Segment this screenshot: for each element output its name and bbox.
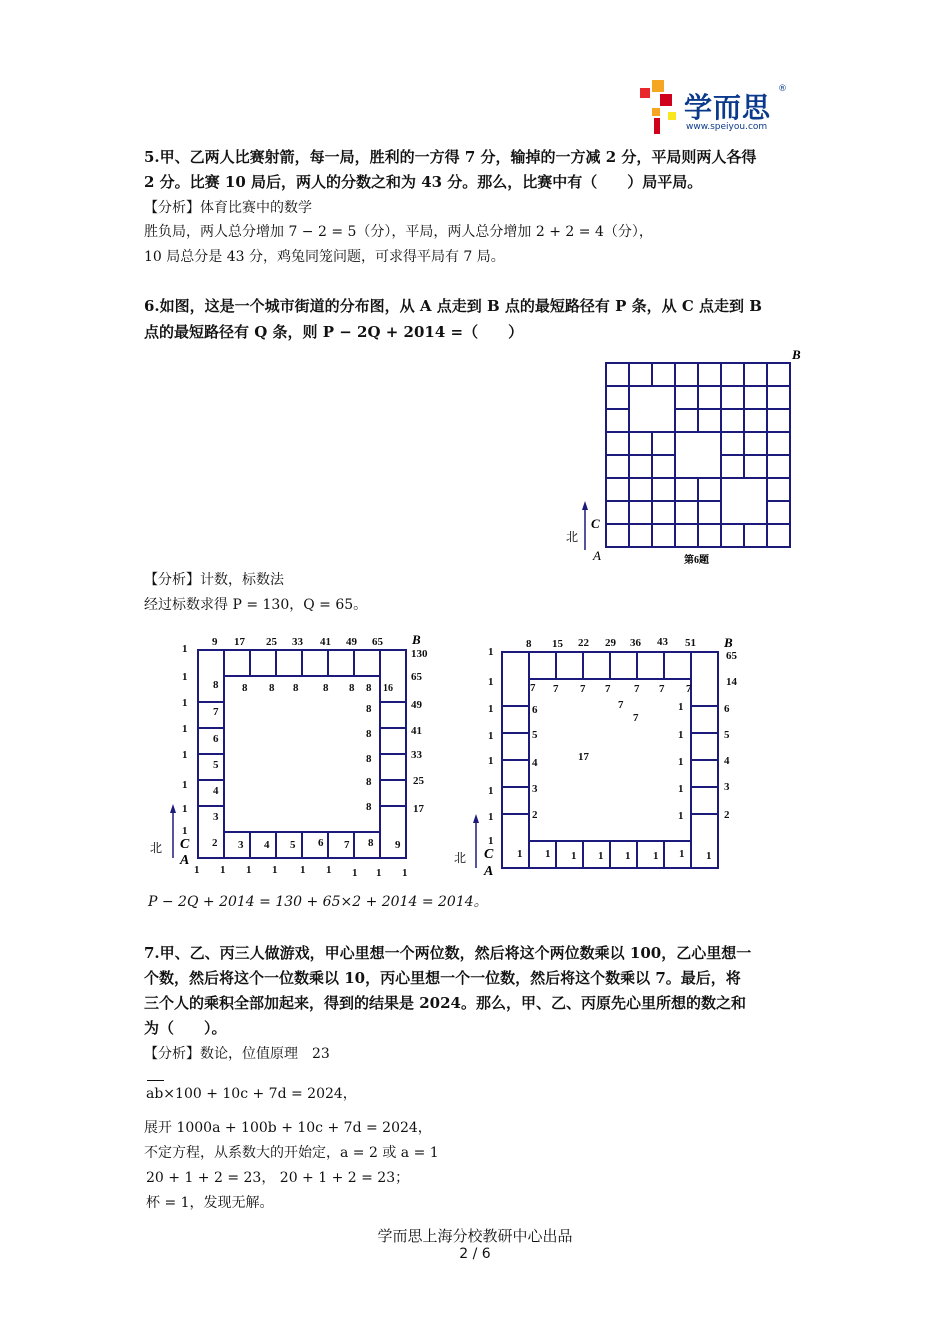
fig2-top-label: 51 [685, 637, 696, 649]
fig2-top-label: 8 [526, 638, 532, 650]
fig2-right-label: 2 [724, 809, 730, 821]
q6-analysis-line: 经过标数求得 P = 130，Q = 65。 [144, 597, 368, 613]
label-A: A [180, 853, 190, 868]
fig1-top-label: 33 [292, 636, 303, 648]
fig2-top-label: 22 [578, 637, 589, 649]
fig1-inner-left: 3 [213, 811, 219, 823]
fig1-bottom-label: 1 [376, 867, 382, 879]
label-A: A [593, 548, 601, 563]
label-C: C [591, 516, 600, 531]
fig1-top-label: 49 [346, 636, 357, 648]
fig1-left-label: 1 [182, 643, 188, 655]
fig1-inner-top: 8 [366, 682, 372, 694]
fig2-inner-bottom: 1 [517, 848, 523, 860]
fig2-left-label: 1 [488, 785, 494, 797]
fig1-inner-right: 8 [366, 728, 372, 740]
counting-figure-C [450, 630, 750, 885]
fig2-inner-bottom: 1 [679, 848, 685, 860]
fig2-left-label: 1 [488, 755, 494, 767]
fig1-right-label: 65 [411, 671, 422, 683]
q7-analysis-line3: 不定方程，从系数大的开始定，a = 2 或 a = 1 [144, 1145, 439, 1161]
registered-mark: ® [778, 84, 787, 94]
q7-text-line2: 个数，然后将这个一位数乘以 10，丙心里想一个一位数，然后将这个数乘以 7。最后，将 [144, 969, 741, 987]
fig1-bottom-label: 1 [220, 864, 226, 876]
fig1-inner-bottom: 6 [318, 837, 324, 849]
fig1-top-label: 25 [266, 636, 277, 648]
fig2-inner-bottom: 1 [625, 850, 631, 862]
label-north: 北 [566, 530, 579, 544]
q7-analysis-title: 【分析】数论，位值原理 23 [144, 1046, 330, 1062]
fig2-right-label: 3 [724, 781, 730, 793]
fig1-inner-left: 4 [213, 785, 219, 797]
fig2-right-label: 65 [726, 650, 737, 662]
fig1-bottom-label: 1 [326, 864, 332, 876]
fig2-inner-top: 7 [659, 683, 665, 695]
fig2-top-label: 29 [605, 637, 616, 649]
logo-brand: 学而思 [684, 91, 772, 124]
blocked-block [630, 387, 674, 431]
fig2-inner-left: 3 [532, 783, 538, 795]
q6-text-line2: 点的最短路径有 Q 条，则 P − 2Q + 2014 =（ ） [144, 323, 524, 341]
fig1-inner-left: 7 [213, 706, 219, 718]
logo-url: www.speiyou.com [686, 122, 768, 132]
fig1-bottom-label: 1 [272, 864, 278, 876]
fig2-top-label: 43 [657, 636, 668, 648]
fig1-left-label: 1 [182, 779, 188, 791]
fig1-inner-top: 16 [383, 683, 393, 694]
q7-text-line3: 三个人的乘积全部加起来，得到的结果是 2024。那么，甲、乙、丙原先心里所想的数之和 [144, 994, 746, 1012]
blocked-block [722, 479, 766, 523]
fig2-left-label: 1 [488, 676, 494, 688]
fig1-left-label: 1 [182, 749, 188, 761]
fig1-inner-left: 8 [213, 679, 219, 691]
fig2-right-label: 4 [724, 755, 730, 767]
q5-text-line1: 5.甲、乙两人比赛射箭，每一局，胜利的一方得 7 分，输掉的一方减 2 分，平局则两人各得 [144, 148, 757, 166]
fig2-inner-left: 5 [532, 729, 538, 741]
fig1-inner-bottom: 3 [238, 839, 244, 851]
fig1-top-label: 41 [320, 636, 331, 648]
fig1-inner-bottom: 8 [368, 837, 374, 849]
fig1-bottom-label: 1 [402, 867, 408, 879]
logo-mark-icon [638, 76, 682, 136]
fig2-inner-right: 1 [678, 729, 684, 741]
fig1-inner-bottom: 9 [395, 839, 401, 851]
fig2-mid-label: 7 [633, 712, 639, 724]
q5-analysis-line1: 胜负局，两人总分增加 7 − 2 = 5（分），平局，两人总分增加 2 + 2 = 4（分）， [144, 224, 653, 240]
fig1-inner-right: 8 [366, 703, 372, 715]
fig1-left-label: 1 [182, 825, 188, 837]
q7-analysis-line5: 杯 = 1，发现无解。 [146, 1195, 274, 1211]
label-B: B [412, 632, 421, 647]
fig1-right-label: 33 [411, 749, 422, 761]
fig1-inner-top: 8 [323, 682, 329, 694]
fig2-right-label: 14 [726, 676, 737, 688]
fig1-inner-top: 8 [242, 682, 248, 694]
q7-text-line4: 为（ ）。 [144, 1019, 227, 1037]
fig1-bottom-label: 1 [246, 864, 252, 876]
fig1-top-label: 17 [234, 636, 245, 648]
fig1-inner-top: 8 [349, 682, 355, 694]
fig2-top-label: 36 [630, 637, 641, 649]
blocked-block [676, 433, 720, 477]
fig2-inner-left: 6 [532, 704, 538, 716]
fig1-inner-right: 8 [366, 801, 372, 813]
fig1-inner-right: 8 [366, 753, 372, 765]
fig2-inner-top: 7 [634, 683, 640, 695]
fig2-left-label: 1 [488, 811, 494, 823]
fig1-inner-top: 8 [269, 682, 275, 694]
fig2-inner-top: 7 [530, 682, 536, 694]
overline [147, 1080, 164, 1081]
fig1-left-label: 1 [182, 803, 188, 815]
fig2-right-label: 5 [724, 729, 730, 741]
label-B: B [724, 635, 733, 650]
fig1-left-label: 1 [182, 671, 188, 683]
fig2-inner-left: 4 [532, 757, 538, 769]
label-C: C [484, 847, 494, 862]
fig2-inner-bottom: 1 [598, 850, 604, 862]
fig1-inner-top: 8 [293, 682, 299, 694]
fig1-left-label: 1 [182, 723, 188, 735]
fig1-top-label: 65 [372, 636, 383, 648]
fig2-inner-right: 1 [678, 783, 684, 795]
fig2-inner-top: 8 [680, 683, 686, 695]
q5-analysis-title: 【分析】体育比赛中的数学 [144, 200, 312, 216]
fig1-left-label: 1 [182, 697, 188, 709]
fig1-top-label: 9 [212, 636, 218, 648]
fig2-left-label: 1 [488, 703, 494, 715]
fig1-inner-left: 5 [213, 759, 219, 771]
q7-analysis-line2: 展开 1000a + 100b + 10c + 7d = 2024， [144, 1120, 432, 1136]
q5-analysis-line2: 10 局总分是 43 分，鸡兔同笼问题，可求得平局有 7 局。 [144, 249, 505, 265]
fig2-inner-bottom: 1 [545, 848, 551, 860]
label-A: A [484, 864, 494, 879]
fig2-left-label: 1 [488, 646, 494, 658]
fig2-inner-top: 7 [686, 683, 692, 695]
fig1-right-label: 130 [411, 648, 428, 660]
figure-caption: 第6题 [684, 555, 709, 565]
label-north: 北 [454, 851, 467, 865]
footer-publisher: 学而思上海分校教研中心出品 [377, 1227, 573, 1245]
fig1-right-label: 25 [413, 775, 424, 787]
fig1-right-label: 49 [411, 699, 422, 711]
fig2-inner-right: 1 [678, 810, 684, 822]
street-grid-figure [560, 345, 810, 565]
fig1-right-label: 41 [411, 725, 422, 737]
fig2-inner-bottom: 1 [653, 850, 659, 862]
q5-text-line2: 2 分。比赛 10 局后，两人的分数之和为 43 分。那么，比赛中有（ ）局平局。 [144, 173, 703, 191]
fig2-inner-right: 1 [678, 701, 684, 713]
fig1-bottom-label: 1 [194, 864, 200, 876]
fig1-inner-bottom: 2 [212, 837, 218, 849]
page-number: 2 / 6 [459, 1246, 491, 1262]
fig2-top-label: 15 [552, 638, 563, 650]
fig1-inner-right: 8 [366, 776, 372, 788]
label-C: C [180, 837, 190, 852]
fig2-mid-label: 7 [618, 699, 624, 711]
fig2-mid-label: 17 [578, 751, 589, 763]
fig2-inner-right: 1 [678, 756, 684, 768]
q7-analysis-line1: ab×100 + 10c + 7d = 2024， [146, 1086, 357, 1102]
fig1-bottom-label: 1 [352, 867, 358, 879]
label-north: 北 [150, 841, 163, 855]
fig2-inner-bottom: 1 [571, 850, 577, 862]
q6-analysis-title: 【分析】计数，标数法 [144, 572, 284, 588]
fig1-inner-left: 6 [213, 733, 219, 745]
counting-figure-A [140, 630, 440, 885]
q7-text-line1: 7.甲、乙、丙三人做游戏，甲心里想一个两位数，然后将这个两位数乘以 100，乙心里想一 [144, 944, 752, 962]
fig2-inner-left: 2 [532, 809, 538, 821]
fig2-inner-bottom: 1 [706, 850, 712, 862]
fig2-inner-top: 7 [580, 683, 586, 695]
fig2-inner-top: 7 [605, 683, 611, 695]
fig1-inner-bottom: 7 [344, 839, 350, 851]
fig2-right-label: 6 [724, 703, 730, 715]
label-B: B [792, 347, 801, 362]
fig1-bottom-label: 1 [300, 864, 306, 876]
q7-analysis-line4: 20 + 1 + 2 = 23， 20 + 1 + 2 = 23； [146, 1170, 410, 1186]
fig1-right-label: 17 [413, 803, 424, 815]
q6-text-line1: 6.如图，这是一个城市街道的分布图，从 A 点走到 B 点的最短路径有 P 条，从 C 点走到 B [144, 297, 762, 315]
logo [638, 76, 788, 136]
fig2-left-label: 1 [488, 730, 494, 742]
q6-result: P − 2Q + 2014 = 130 + 65×2 + 2014 = 2014。 [148, 894, 488, 910]
fig2-left-label: 1 [488, 835, 494, 847]
fig1-inner-bottom: 4 [264, 839, 270, 851]
fig1-inner-bottom: 5 [290, 839, 296, 851]
fig2-inner-top: 7 [553, 683, 559, 695]
